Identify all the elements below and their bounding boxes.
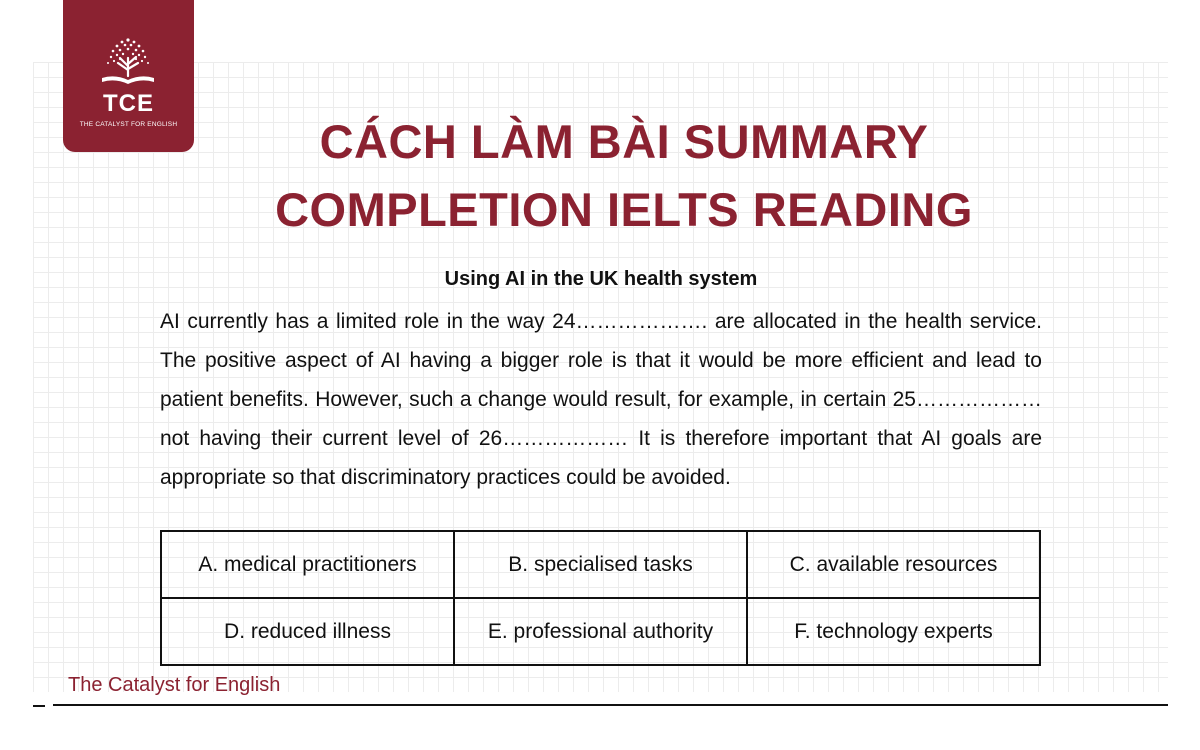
- table-row: [161, 531, 1040, 598]
- option-cell: E. professional authority: [454, 598, 747, 665]
- option-cell: A. medical practitioners: [161, 531, 454, 598]
- passage-heading: Using AI in the UK health system: [444, 268, 758, 290]
- footer-divider: [53, 704, 1168, 706]
- logo-tagline: THE CATALYST FOR ENGLISH: [79, 121, 178, 128]
- option-cell: D. reduced illness: [161, 598, 454, 665]
- option-cell: C. available resources: [747, 531, 1040, 598]
- summary-passage: AI currently has a limited role in the way 24………………. are allocated in the health service. The positive aspect of AI having a bigger role is that it would be more efficient and lead to patient benefits. However, such a change would result, for example, in certain 25……………… not having their current level of 26……………… It is therefore important that AI goals are appropriate so that discriminatory practices could be avoided.: [160, 310, 1042, 489]
- tree-book-icon: [98, 32, 158, 90]
- footer-divider-short: [33, 705, 45, 707]
- logo-brand: TCE: [103, 90, 154, 117]
- page-title-line-2: COMPLETION IELTS READING: [275, 183, 973, 236]
- footer-brand-text: The Catalyst for English: [68, 674, 281, 696]
- option-cell: F. technology experts: [747, 598, 1040, 665]
- table-row: [161, 598, 1040, 665]
- option-cell: B. specialised tasks: [454, 531, 747, 598]
- answer-options-table: [160, 530, 1041, 666]
- page-title-line-1: CÁCH LÀM BÀI SUMMARY: [319, 115, 929, 168]
